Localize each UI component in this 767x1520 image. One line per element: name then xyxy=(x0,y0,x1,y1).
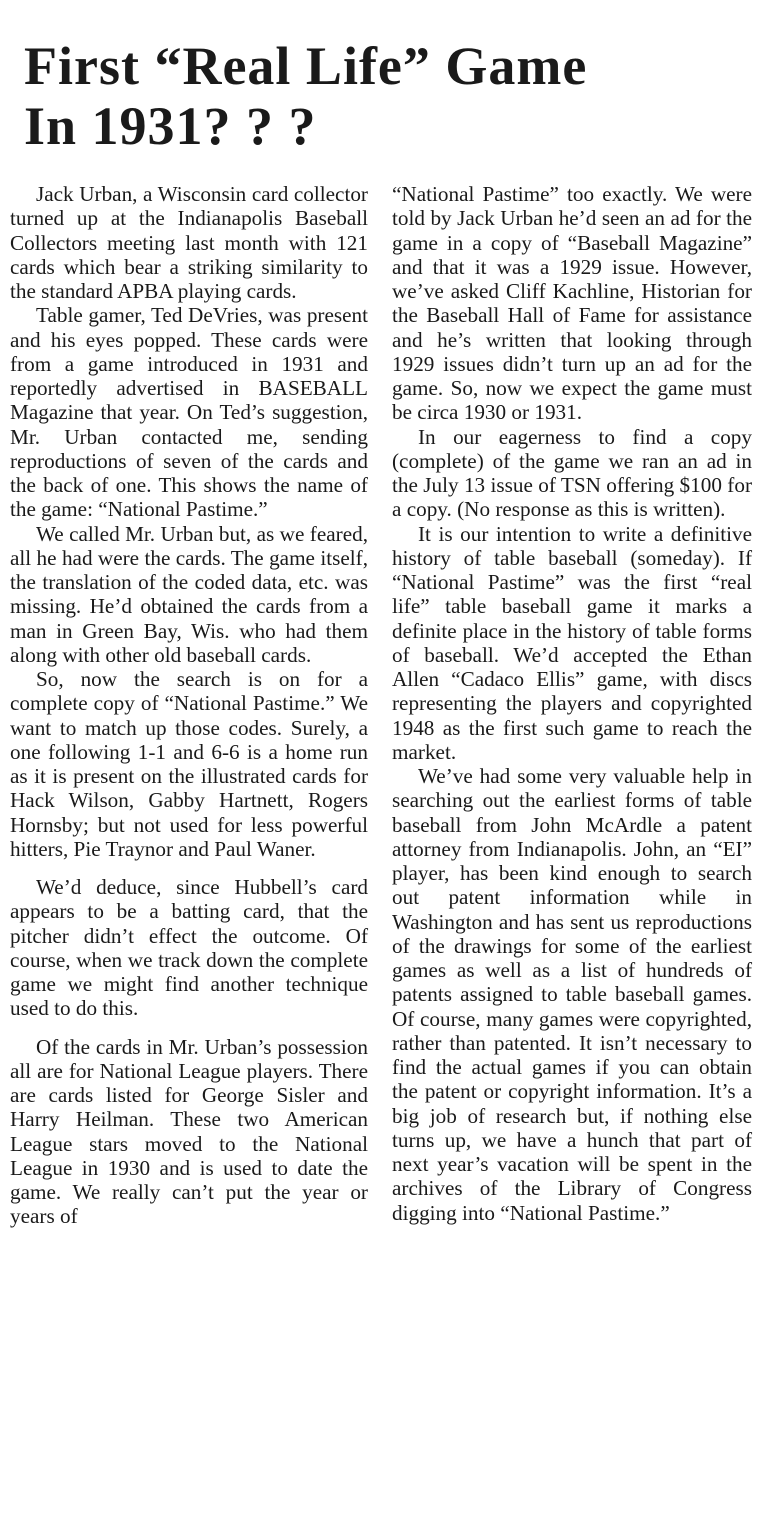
headline xyxy=(24,36,744,156)
headline-line-1: First “Real Life” Game xyxy=(24,36,588,96)
headline-line-2: In 1931? ? ? xyxy=(24,96,317,156)
paragraph: “National Pastime” too exactly. We were told by Jack Urban he’d seen an ad for the game in a copy of “Baseball Magazine” and that it was a 1929 issue. However, we’ve asked Cliff Kachline, Historian for the Baseball Hall of Fame for assistance and he’s written that looking through 1929 issues didn’t turn up an ad for the game. So, now we expect the game must be circa 1930 or 1931. xyxy=(392,182,752,425)
paragraph: So, now the search is on for a complete copy of “National Pastime.” We want to match up those codes. Surely, a one following 1-1 and 6-6 is a home run as it is present on the illustrated cards for Hack Wilson, Gabby Hartnett, Rogers Hornsby; but not used for less powerful hitters, Pie Traynor and Paul Waner. xyxy=(10,667,368,861)
paragraph: We’d deduce, since Hubbell’s card appears to be a batting card, that the pitcher didn’t effect the outcome. Of course, when we track down the complete game we might find another technique used to do this. xyxy=(10,875,368,1021)
paragraph: Of the cards in Mr. Urban’s possession all are for National League players. There are cards listed for George Sisler and Harry Heilman. These two American League stars moved to the National League in 1930 and is used to date the game. We really can’t put the year or years of xyxy=(10,1034,368,1229)
right-column xyxy=(392,182,752,1225)
paragraph: We’ve had some very valuable help in searching out the earliest forms of table baseball from John McArdle a patent attorney from Indianapolis. John, an “EI” player, has been kind enough to search out patent information while in Washington and has sent us reproductions of the drawings for some of the earliest games as well as a list of hundreds of patents assigned to table baseball games. Of course, many games were copyrighted, rather than patented. It isn’t necessary to find the actual games if you can obtain the patent or copyright information. It’s a big job of research but, if nothing else turns up, we have a hunch that part of next year’s vacation will be spent in the archives of the Library of Congress digging into “National Pastime.” xyxy=(392,764,752,1225)
paragraph: Table gamer, Ted DeVries, was present and his eyes popped. These cards were from a game introduced in 1931 and reportedly advertised in BASEBALL Magazine that year. On Ted’s suggestion, Mr. Urban contacted me, sending reproductions of seven of the cards and the back of one. This shows the name of the game: “National Pastime.” xyxy=(10,303,368,522)
paragraph: Jack Urban, a Wisconsin card collector turned up at the Indianapolis Baseball Collectors meeting last month with 121 cards which bear a striking similarity to the standard APBA playing cards. xyxy=(10,182,368,303)
paragraph: In our eagerness to find a copy (complete) of the game we ran an ad in the July 13 issue of TSN offering $100 for a copy. (No response as this is written). xyxy=(392,424,752,522)
left-column xyxy=(10,182,368,1229)
paragraph: We called Mr. Urban but, as we feared, all he had were the cards. The game itself, the translation of the coded data, etc. was missing. He’d obtained the cards from a man in Green Bay, Wis. who had them along with other old baseball cards. xyxy=(10,521,368,667)
paragraph: It is our intention to write a definitive history of table baseball (someday). If “National Pastime” was the first “real life” table baseball game it marks a definite place in the history of table forms of baseball. We’d accepted the Ethan Allen “Cadaco Ellis” game, with discs representing the players and copyrighted 1948 as the first such game to reach the market. xyxy=(392,521,752,764)
